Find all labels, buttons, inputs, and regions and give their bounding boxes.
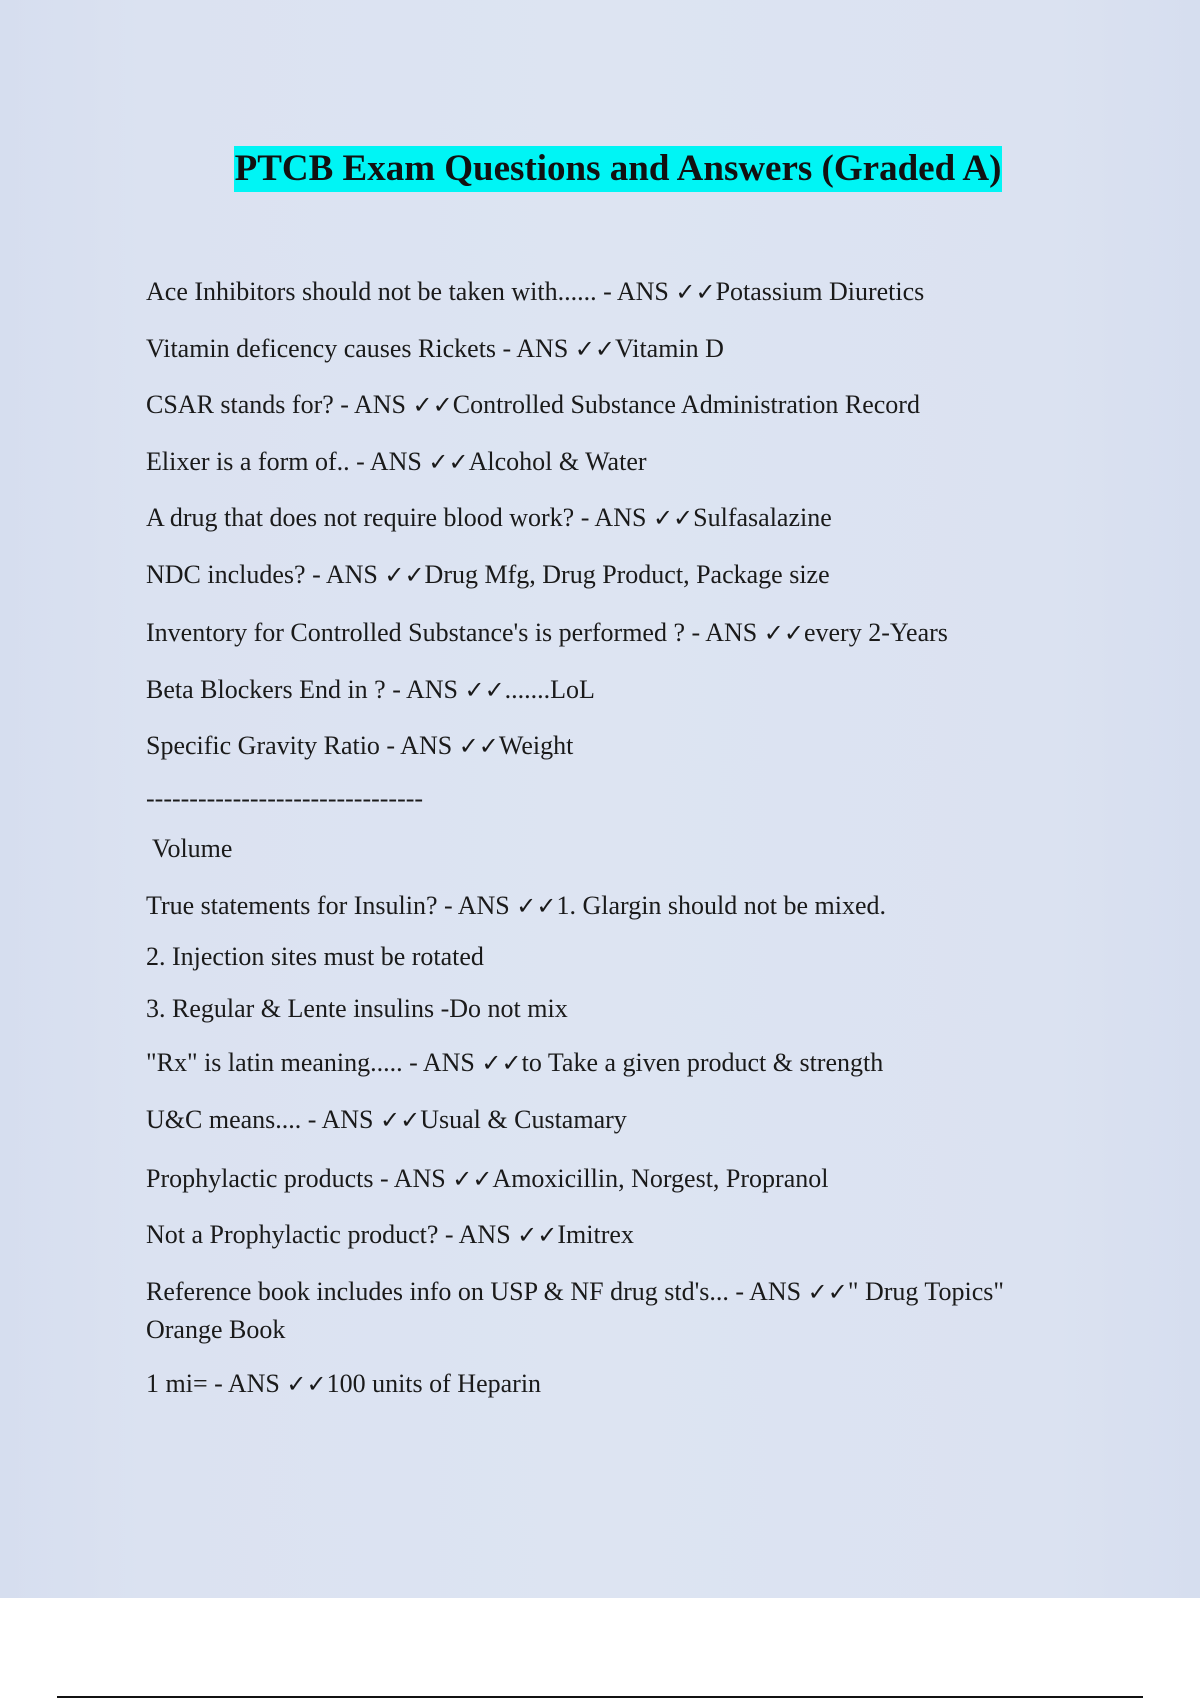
qa-item: [146, 273, 1046, 311]
double-check-icon: ✓✓: [412, 391, 453, 419]
double-check-icon: ✓✓: [481, 1049, 522, 1077]
double-check-icon: ✓✓: [517, 1221, 558, 1249]
qa-item: [146, 887, 1046, 925]
answer-text: Amoxicillin, Norgest, Propranol: [492, 1164, 829, 1193]
answer-text: 1. Glargin should not be mixed.: [556, 891, 887, 920]
answer-text: " Drug Topics" Orange Book: [146, 1277, 1004, 1344]
question-text: NDC includes? -: [146, 560, 326, 589]
answer-text: Potassium Diuretics: [715, 277, 925, 306]
double-check-icon: ✓✓: [458, 732, 499, 760]
ans-label: ANS: [616, 277, 669, 306]
answer-continuation: 3. Regular & Lente insulins -Do not mix: [146, 994, 568, 1023]
ans-label: ANS: [594, 503, 647, 532]
double-check-icon: ✓✓: [464, 676, 505, 704]
double-check-icon: ✓✓: [574, 335, 615, 363]
double-check-icon: ✓✓: [763, 619, 804, 647]
qa-item: [146, 727, 1046, 765]
double-check-icon: ✓✓: [384, 561, 425, 589]
ans-label: ANS: [227, 1369, 280, 1398]
question-text: Specific Gravity Ratio -: [146, 731, 401, 760]
question-text: "Rx" is latin meaning..... -: [146, 1048, 423, 1077]
double-check-icon: ✓✓: [807, 1278, 848, 1306]
title-container: [0, 146, 1200, 192]
double-check-icon: ✓✓: [286, 1370, 327, 1398]
question-text: Not a Prophylactic product? -: [146, 1220, 459, 1249]
answer-text: Imitrex: [557, 1220, 634, 1249]
qa-item: [146, 443, 1046, 481]
ans-label: ANS: [457, 891, 510, 920]
ans-label: ANS: [749, 1277, 802, 1306]
answer-text: Drug Mfg, Drug Product, Package size: [424, 560, 830, 589]
answer-text: 100 units of Heparin: [326, 1369, 542, 1398]
answer-text: every 2-Years: [803, 618, 948, 647]
footer-rule: [57, 1696, 1143, 1698]
qa-item: [146, 614, 1046, 652]
answer-text: Vitamin D: [615, 334, 724, 363]
qa-item: [146, 499, 1046, 537]
qa-item: [146, 671, 1046, 709]
ans-label: ANS: [321, 1105, 374, 1134]
question-text: True statements for Insulin? -: [146, 891, 458, 920]
question-text: Vitamin deficency causes Rickets -: [146, 334, 517, 363]
answer-text: .......LoL: [504, 675, 595, 704]
ans-label: ANS: [458, 1220, 511, 1249]
question-text: Ace Inhibitors should not be taken with...... -: [146, 277, 617, 306]
question-text: Elixer is a form of.. -: [146, 447, 370, 476]
answer-text: Sulfasalazine: [693, 503, 832, 532]
double-check-icon: ✓✓: [675, 278, 716, 306]
ans-label: ANS: [325, 560, 378, 589]
answer-text: Usual & Custamary: [420, 1105, 627, 1134]
ans-label: ANS: [705, 618, 758, 647]
ans-label: ANS: [405, 675, 458, 704]
question-text: U&C means.... -: [146, 1105, 322, 1134]
ans-label: ANS: [422, 1048, 475, 1077]
question-text: Beta Blockers End in ? -: [146, 675, 406, 704]
double-check-icon: ✓✓: [380, 1106, 421, 1134]
divider-line: --------------------------------: [146, 784, 424, 813]
double-check-icon: ✓✓: [452, 1165, 493, 1193]
qa-item: [146, 1101, 1046, 1139]
answer-text: Controlled Substance Administration Record: [452, 390, 920, 419]
question-text: Prophylactic products -: [146, 1164, 394, 1193]
answer-text: to Take a given product & strength: [521, 1048, 884, 1077]
answer-continuation: 2. Injection sites must be rotated: [146, 942, 484, 971]
qa-item: [146, 386, 1046, 424]
question-text: Inventory for Controlled Substance's is performed ? -: [146, 618, 706, 647]
question-text: 1 mi= -: [146, 1369, 228, 1398]
ans-label: ANS: [354, 390, 407, 419]
qa-item: [146, 1044, 1046, 1082]
ans-label: ANS: [516, 334, 569, 363]
double-check-icon: ✓✓: [428, 448, 469, 476]
question-text: Reference book includes info on USP & NF drug std's... -: [146, 1277, 750, 1306]
volume-line: Volume: [146, 834, 233, 863]
qa-item: [146, 556, 1046, 594]
qa-item: [146, 1365, 1046, 1403]
qa-item: [146, 1216, 1046, 1254]
double-check-icon: ✓✓: [652, 504, 694, 532]
answer-text: Weight: [498, 731, 574, 760]
answer-text: Alcohol & Water: [468, 447, 647, 476]
question-text: CSAR stands for? -: [146, 390, 354, 419]
qa-item: [146, 1273, 1016, 1348]
qa-item: [146, 330, 1046, 368]
double-check-icon: ✓✓: [516, 892, 557, 920]
ans-label: ANS: [369, 447, 422, 476]
ans-label: ANS: [393, 1164, 446, 1193]
question-text: A drug that does not require blood work? -: [146, 503, 595, 532]
ans-label: ANS: [400, 731, 453, 760]
qa-item: [146, 1160, 1046, 1198]
document-title: PTCB Exam Questions and Answers (Graded A): [234, 146, 1003, 192]
